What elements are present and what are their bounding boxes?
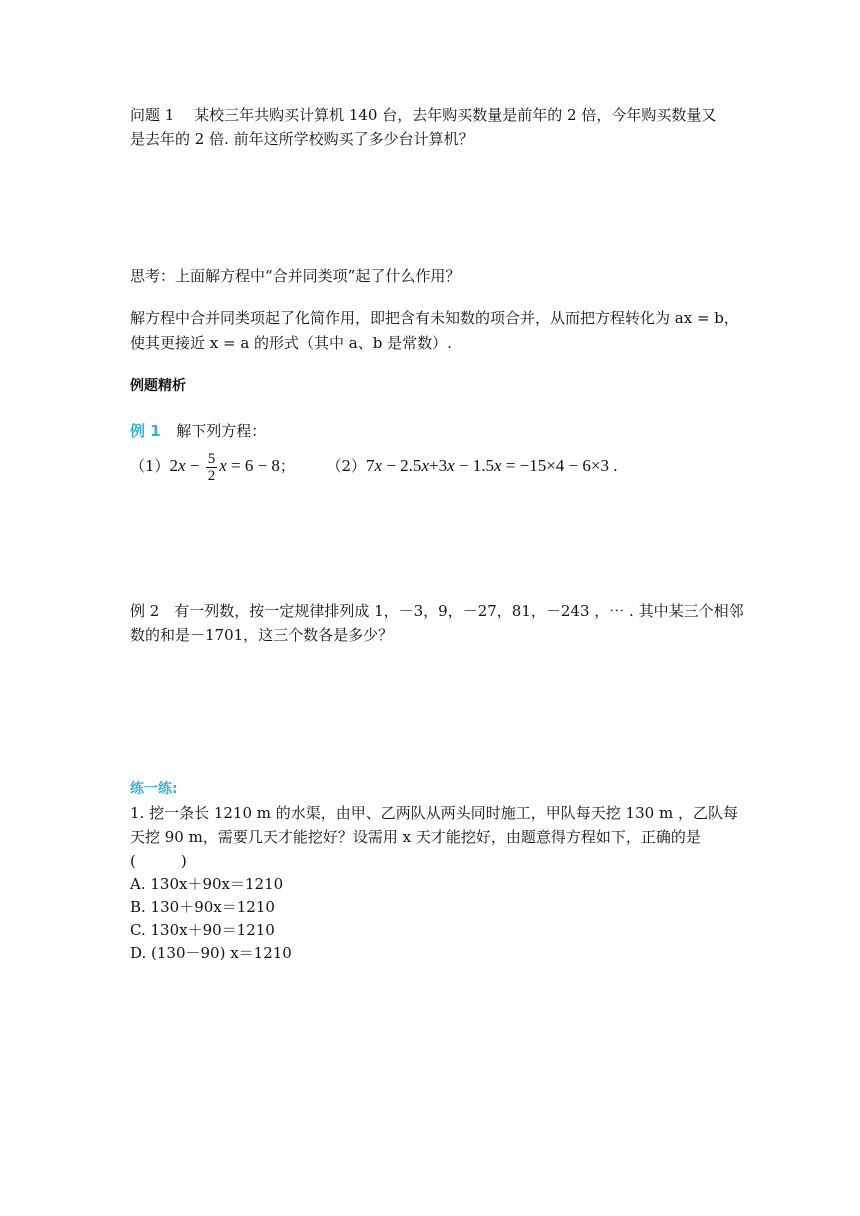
practice-q1-line2: 天挖 90 m，需要几天才能挖好？设需用 x 天才能挖好，由题意得方程如下，正确的是 [130, 828, 701, 846]
fraction-denominator: 2 [207, 467, 216, 484]
section-heading-examples: 例题精析 [130, 378, 186, 394]
example2-line1: 例 2 有一列数，按一定规律排列成 1，－3，9，－27，81，－243 ，⋯ . 其中某三个相邻 [130, 602, 744, 620]
example1-equations [130, 444, 735, 488]
option-a: A. 130x＋90x＝1210 [130, 875, 284, 893]
equation1: 2x − $\frac{5}{2}$ x = 6 − 8 [169, 450, 280, 484]
equation2: 7x − 2.5x+3x − 1.5x = −15×4 − 6×3 . [366, 456, 618, 475]
example1-prompt: 解下列方程： [176, 422, 267, 440]
problem1-line2: 是去年的 2 倍. 前年这所学校购买了多少台计算机？ [130, 130, 474, 148]
practice-q1-blank: ( ) [130, 852, 187, 870]
example1-header [130, 420, 735, 443]
equation2-index: （2） [326, 457, 367, 475]
think-answer-line2: 使其更接近 x = a 的形式（其中 a、b 是常数）. [130, 334, 452, 352]
equation1-separator: ； [279, 457, 295, 475]
fraction-numerator: 5 [207, 450, 216, 467]
problem1-line1: 问题 1 某校三年共购买计算机 140 台，去年购买数量是前年的 2 倍，今年购买数量又 [130, 106, 717, 124]
think-answer-line1: 解方程中合并同类项起了化简作用，即把含有未知数的项合并，从而把方程转化为 ax = b， [130, 309, 739, 327]
example2-line2: 数的和是－1701，这三个数各是多少？ [130, 626, 394, 644]
think-question: 思考：上面解方程中“合并同类项”起了什么作用？ [130, 267, 461, 285]
example1-label: 例 1 [130, 422, 161, 440]
option-d: D. (130－90) x＝1210 [130, 944, 292, 962]
equation1-fraction [206, 451, 218, 484]
practice-heading: 练一练: [130, 781, 178, 797]
option-c: C. 130x＋90＝1210 [130, 921, 275, 939]
option-b: B. 130＋90x＝1210 [130, 898, 275, 916]
equation1-index: （1） [130, 457, 170, 475]
practice-q1-line1: 1. 挖一条长 1210 m 的水渠，由甲、乙两队从两头同时施工，甲队每天挖 130 m ，乙队每 [130, 804, 738, 822]
